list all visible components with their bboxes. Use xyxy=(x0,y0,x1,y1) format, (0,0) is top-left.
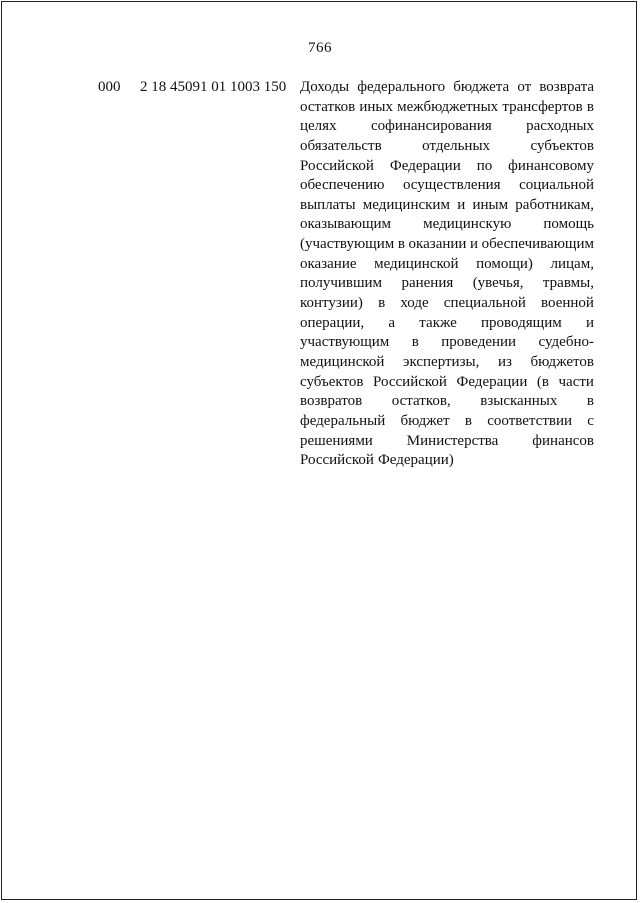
description-line xyxy=(300,274,594,294)
description-word: и xyxy=(470,236,479,253)
description-word: медицинской xyxy=(300,353,385,370)
description-word: проводящим xyxy=(481,314,562,331)
description-line xyxy=(300,176,594,196)
page-number: 766 xyxy=(308,40,332,56)
description-word: возвратов xyxy=(300,393,363,410)
description-word: помощи) xyxy=(476,255,533,272)
description-word: финансовому xyxy=(508,157,594,174)
description-word: бюджета xyxy=(453,79,510,95)
entry-description xyxy=(300,78,594,471)
description-word: целях xyxy=(300,118,337,135)
description-word: субъектов xyxy=(300,373,364,390)
description-line xyxy=(300,294,594,314)
description-word: части xyxy=(558,373,594,390)
description-word: оказании xyxy=(408,236,467,253)
description-word: отдельных xyxy=(422,137,491,154)
description-word: в xyxy=(411,334,419,351)
description-word: в xyxy=(397,236,405,253)
description-word: Федерации xyxy=(456,373,528,390)
description-word: судебно- xyxy=(538,334,594,351)
classification-code: 2 18 45091 01 1003 150 xyxy=(140,79,287,95)
description-line xyxy=(300,451,594,471)
description-word: работникам, xyxy=(515,196,594,213)
description-word: обеспечивающим xyxy=(481,236,594,253)
description-word: из xyxy=(497,353,512,370)
description-word: и xyxy=(457,196,466,213)
description-word: межбюджетных xyxy=(397,98,499,115)
description-line xyxy=(300,137,594,157)
description-word: проведении xyxy=(441,334,517,351)
description-word: остатков xyxy=(300,98,356,115)
description-word: Федерации xyxy=(389,157,461,174)
description-line xyxy=(300,117,594,137)
description-word: бюджетов xyxy=(530,353,594,370)
description-word: социальной xyxy=(519,177,594,194)
description-line xyxy=(300,215,594,235)
description-word: Российской xyxy=(300,452,374,469)
description-word: выплаты xyxy=(300,196,356,213)
description-line xyxy=(300,235,594,255)
description-word: расходных xyxy=(526,118,594,135)
description-line xyxy=(300,412,594,432)
description-word: (в xyxy=(536,373,549,390)
description-word: а xyxy=(388,314,396,331)
description-word: ходе xyxy=(400,295,429,312)
description-word: иных xyxy=(359,98,393,115)
description-line xyxy=(300,157,594,177)
description-word: в xyxy=(464,412,472,429)
description-line xyxy=(300,353,594,373)
description-word: трансфертов xyxy=(502,98,583,115)
admin-code: 000 xyxy=(98,79,121,95)
description-word: в xyxy=(586,98,594,115)
description-word: также xyxy=(419,314,457,331)
description-word: от xyxy=(517,79,532,95)
description-line xyxy=(300,196,594,216)
description-word: финансов xyxy=(532,432,594,449)
description-word: (увечья, xyxy=(472,275,524,292)
description-word: ранения xyxy=(401,275,454,292)
description-word: Федерации) xyxy=(377,452,454,469)
description-word: возврата xyxy=(539,79,594,95)
description-word: соответствии xyxy=(487,412,573,429)
description-word: субъектов xyxy=(530,137,594,154)
description-word: контузии) xyxy=(300,295,363,312)
description-line xyxy=(300,392,594,412)
description-word: софинансирования xyxy=(370,118,492,135)
description-word: Доходы xyxy=(300,79,350,95)
description-line xyxy=(300,98,594,118)
description-word: бюджет xyxy=(400,412,450,429)
description-word: с xyxy=(587,412,594,429)
description-word: помощь xyxy=(543,216,594,233)
description-word: лицам, xyxy=(550,255,594,272)
description-line xyxy=(300,373,594,393)
description-word: и xyxy=(585,314,594,331)
description-word: получившим xyxy=(300,275,383,292)
description-word: решениями xyxy=(300,432,373,449)
description-line xyxy=(300,333,594,353)
description-word: федеральный xyxy=(300,412,386,429)
description-word: операции, xyxy=(300,314,365,331)
description-line xyxy=(300,255,594,275)
description-line xyxy=(300,78,594,98)
description-word: Российской xyxy=(300,157,374,174)
description-word: медицинскую xyxy=(423,216,512,233)
description-word: в xyxy=(586,393,594,410)
description-word: (участвующим xyxy=(300,236,395,253)
description-word: взысканных xyxy=(480,393,558,410)
description-word: травмы, xyxy=(542,275,594,292)
description-word: экспертизы, xyxy=(403,353,480,370)
description-word: оказание xyxy=(300,255,357,272)
description-word: федерального xyxy=(357,79,446,95)
description-word: в xyxy=(378,295,386,312)
description-word: медицинским xyxy=(362,196,450,213)
description-word: обеспечению xyxy=(300,177,385,194)
description-line xyxy=(300,314,594,334)
description-word: по xyxy=(476,157,493,174)
description-word: Министерства xyxy=(406,432,499,449)
description-word: специальной xyxy=(443,295,526,312)
description-word: осуществления xyxy=(402,177,501,194)
description-word: оказывающим xyxy=(300,216,392,233)
description-word: военной xyxy=(541,295,594,312)
description-line xyxy=(300,432,594,452)
description-word: Российской xyxy=(373,373,447,390)
description-word: медицинской xyxy=(374,255,459,272)
description-word: иным xyxy=(472,196,509,213)
description-word: участвующим xyxy=(300,334,390,351)
description-word: обязательств xyxy=(300,137,382,154)
description-word: остатков, xyxy=(391,393,451,410)
